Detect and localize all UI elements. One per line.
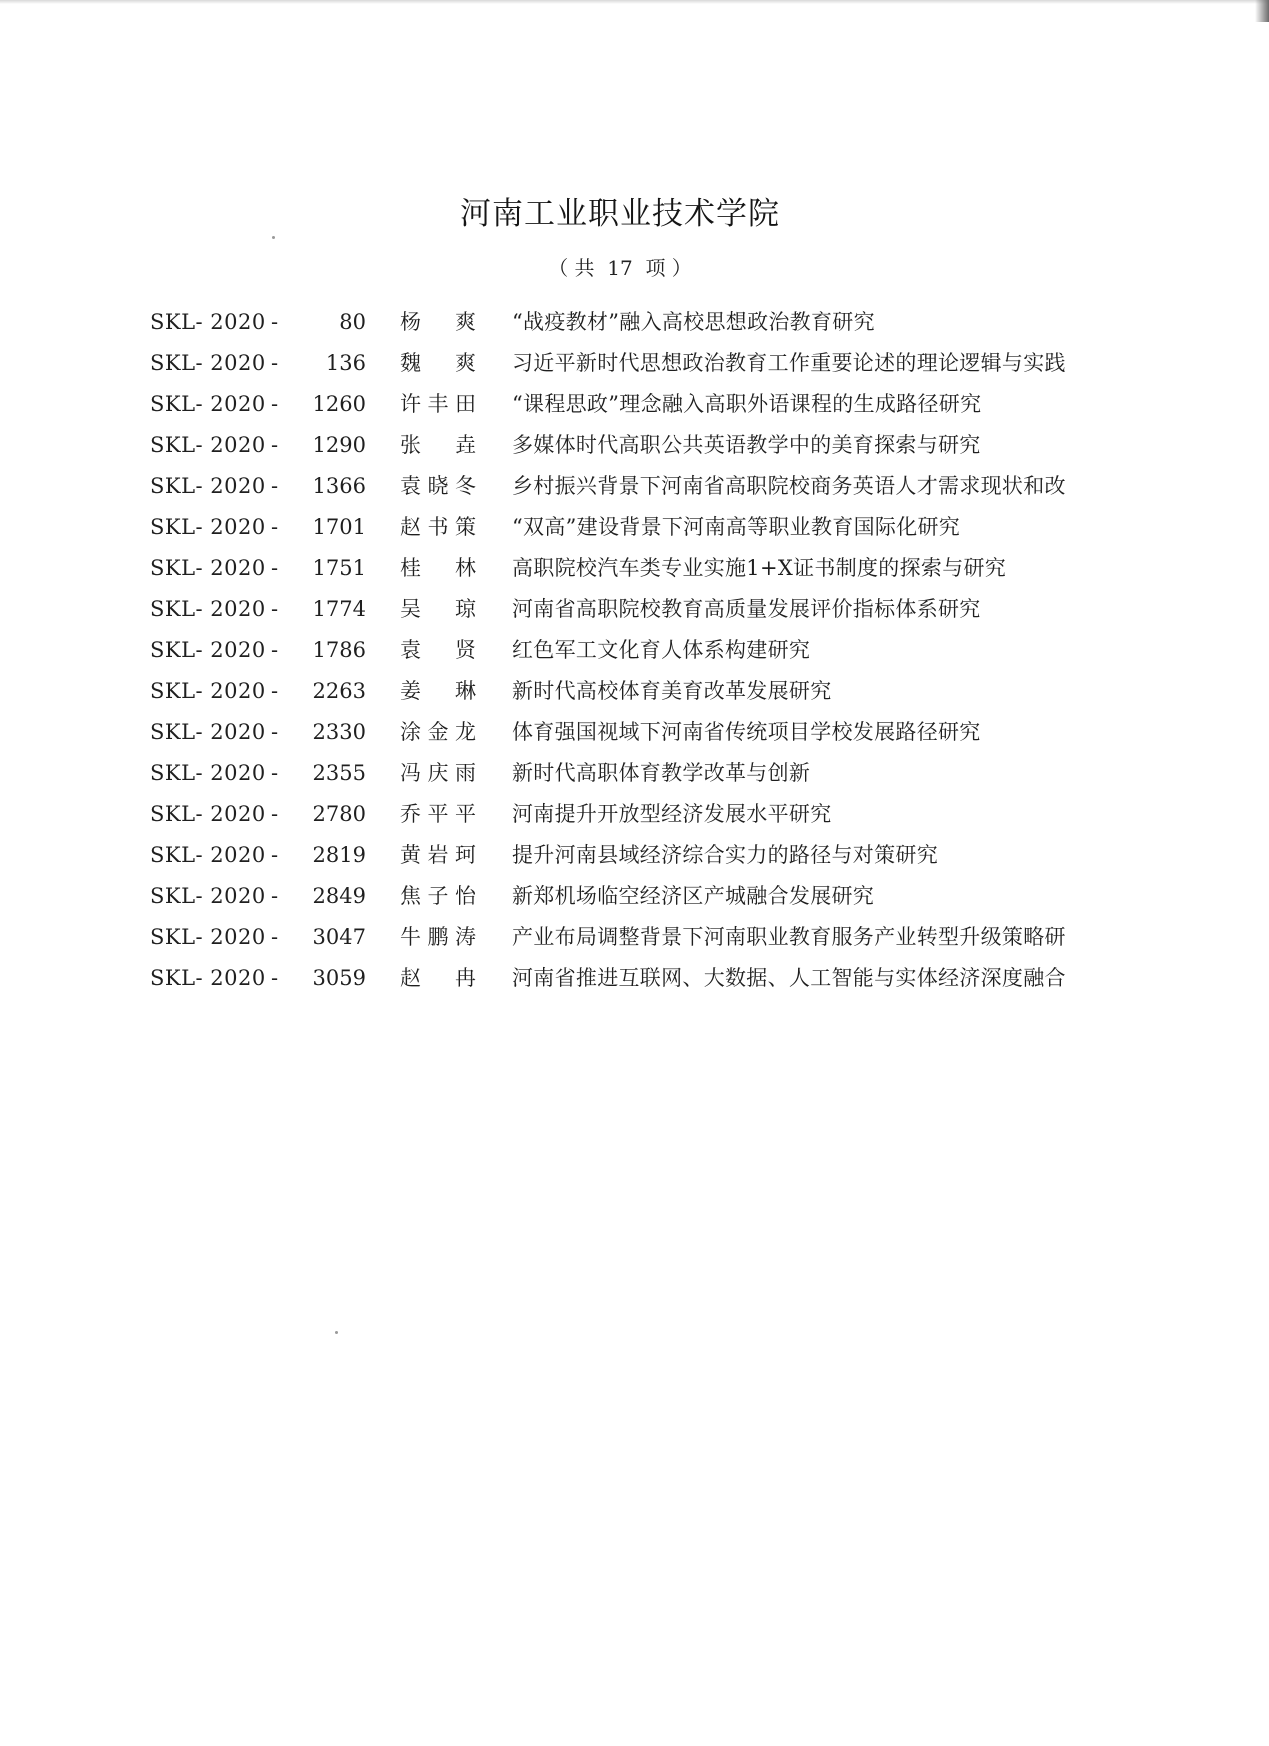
scan-speck	[335, 1331, 338, 1334]
project-code-dash: -	[271, 392, 279, 416]
project-row	[150, 552, 1150, 593]
project-number: 1260	[312, 392, 366, 416]
page-title: 河南工业职业技术学院	[460, 196, 780, 232]
project-row	[150, 716, 1150, 757]
project-row	[150, 306, 1150, 347]
project-leader: 赵书策	[400, 515, 476, 539]
project-number: 1751	[312, 556, 366, 580]
project-code: SKL- 2020	[150, 351, 266, 375]
project-topic: “战疫教材”融入高校思想政治教育研究	[512, 310, 875, 334]
project-leader: 张垚	[400, 433, 476, 457]
project-code: SKL- 2020	[150, 720, 266, 744]
project-row	[150, 511, 1150, 552]
project-leader: 袁贤	[400, 638, 476, 662]
project-topic: 新时代高职体育教学改革与创新	[512, 761, 811, 785]
project-code-dash: -	[271, 802, 279, 826]
project-row	[150, 593, 1150, 634]
project-leader: 冯庆雨	[400, 761, 476, 785]
project-code: SKL- 2020	[150, 392, 266, 416]
project-code-dash: -	[271, 843, 279, 867]
project-row	[150, 634, 1150, 675]
project-topic: 乡村振兴背景下河南省高职院校商务英语人才需求现状和改	[512, 474, 1066, 498]
project-code: SKL- 2020	[150, 679, 266, 703]
project-code: SKL- 2020	[150, 515, 266, 539]
project-topic: 多媒体时代高职公共英语教学中的美育探索与研究	[512, 433, 981, 457]
project-code: SKL- 2020	[150, 638, 266, 662]
project-code: SKL- 2020	[150, 925, 266, 949]
project-number: 2780	[312, 802, 366, 826]
project-code: SKL- 2020	[150, 884, 266, 908]
project-leader: 牛鹏涛	[400, 925, 476, 949]
project-topic: 红色军工文化育人体系构建研究	[512, 638, 811, 662]
project-number: 3059	[312, 966, 366, 990]
project-leader: 黄岩珂	[400, 843, 476, 867]
project-code-dash: -	[271, 474, 279, 498]
project-topic: 高职院校汽车类专业实施1+X证书制度的探索与研究	[512, 556, 1007, 580]
project-code-dash: -	[271, 638, 279, 662]
project-number: 2819	[312, 843, 366, 867]
project-number: 2355	[312, 761, 366, 785]
project-number: 2263	[312, 679, 366, 703]
project-topic: 新时代高校体育美育改革发展研究	[512, 679, 832, 703]
project-topic: 河南省推进互联网、大数据、人工智能与实体经济深度融合	[512, 966, 1066, 990]
project-code-dash: -	[271, 720, 279, 744]
project-number: 1774	[312, 597, 366, 621]
project-code: SKL- 2020	[150, 597, 266, 621]
project-code: SKL- 2020	[150, 843, 266, 867]
project-number: 3047	[312, 925, 366, 949]
project-row	[150, 470, 1150, 511]
project-count: （ 共 17 项 ）	[548, 256, 692, 280]
project-leader: 姜琳	[400, 679, 476, 703]
project-code-dash: -	[271, 433, 279, 457]
project-row	[150, 429, 1150, 470]
project-code: SKL- 2020	[150, 474, 266, 498]
project-leader: 涂金龙	[400, 720, 476, 744]
project-leader: 吴琼	[400, 597, 476, 621]
project-code: SKL- 2020	[150, 433, 266, 457]
project-row	[150, 388, 1150, 429]
project-number: 2330	[312, 720, 366, 744]
project-number: 136	[325, 351, 366, 375]
project-topic: 产业布局调整背景下河南职业教育服务产业转型升级策略研	[512, 925, 1066, 949]
project-code: SKL- 2020	[150, 966, 266, 990]
project-code: SKL- 2020	[150, 556, 266, 580]
project-code-dash: -	[271, 597, 279, 621]
project-row	[150, 880, 1150, 921]
project-leader: 焦子怡	[400, 884, 476, 908]
project-row	[150, 757, 1150, 798]
project-leader: 赵冉	[400, 966, 476, 990]
project-leader: 杨爽	[400, 310, 476, 334]
project-topic: 河南提升开放型经济发展水平研究	[512, 802, 832, 826]
project-code: SKL- 2020	[150, 761, 266, 785]
project-row	[150, 347, 1150, 388]
project-number: 1366	[312, 474, 366, 498]
project-number: 1786	[312, 638, 366, 662]
project-topic: 体育强国视域下河南省传统项目学校发展路径研究	[512, 720, 981, 744]
project-code-dash: -	[271, 679, 279, 703]
project-topic: 习近平新时代思想政治教育工作重要论述的理论逻辑与实践	[512, 351, 1066, 375]
project-row	[150, 962, 1150, 1003]
project-code-dash: -	[271, 556, 279, 580]
project-topic: 提升河南县域经济综合实力的路径与对策研究	[512, 843, 938, 867]
project-number: 2849	[312, 884, 366, 908]
project-number: 80	[339, 310, 366, 334]
scan-speck	[272, 236, 275, 239]
project-leader: 桂林	[400, 556, 476, 580]
project-code-dash: -	[271, 884, 279, 908]
project-code-dash: -	[271, 515, 279, 539]
project-code-dash: -	[271, 925, 279, 949]
project-code: SKL- 2020	[150, 802, 266, 826]
project-leader: 乔平平	[400, 802, 476, 826]
project-leader: 魏爽	[400, 351, 476, 375]
project-leader: 许丰田	[400, 392, 476, 416]
project-topic: “课程思政”理念融入高职外语课程的生成路径研究	[512, 392, 982, 416]
project-number: 1701	[312, 515, 366, 539]
project-row	[150, 798, 1150, 839]
project-code-dash: -	[271, 966, 279, 990]
scan-edge-top	[0, 0, 1269, 4]
project-code: SKL- 2020	[150, 310, 266, 334]
project-leader: 袁晓冬	[400, 474, 476, 498]
project-topic: “双高”建设背景下河南高等职业教育国际化研究	[512, 515, 961, 539]
project-list	[150, 306, 1150, 1003]
project-topic: 新郑机场临空经济区产城融合发展研究	[512, 884, 875, 908]
project-code-dash: -	[271, 761, 279, 785]
project-code-dash: -	[271, 310, 279, 334]
project-number: 1290	[312, 433, 366, 457]
project-row	[150, 675, 1150, 716]
scan-edge-right	[1255, 0, 1269, 22]
project-code-dash: -	[271, 351, 279, 375]
project-row	[150, 921, 1150, 962]
project-topic: 河南省高职院校教育高质量发展评价指标体系研究	[512, 597, 981, 621]
project-row	[150, 839, 1150, 880]
